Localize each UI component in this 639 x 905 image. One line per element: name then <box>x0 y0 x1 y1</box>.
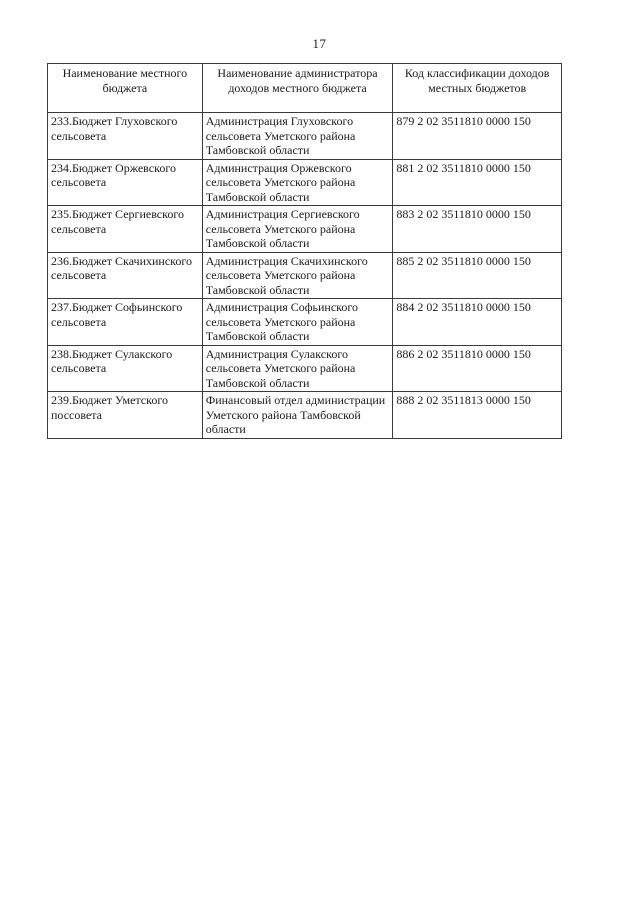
budget-name-cell: 234.Бюджет Оржевского сельсовета <box>48 159 203 206</box>
code-cell: 879 2 02 3511810 0000 150 <box>393 113 562 160</box>
code-cell: 881 2 02 3511810 0000 150 <box>393 159 562 206</box>
budget-name-cell: 233.Бюджет Глуховского сельсовета <box>48 113 203 160</box>
administrator-cell: Администрация Сергиевского сельсовета Уметского района Тамбовской области <box>202 206 393 253</box>
table-row <box>48 299 562 346</box>
table-row <box>48 113 562 160</box>
code-cell: 888 2 02 3511813 0000 150 <box>393 392 562 439</box>
code-cell: 884 2 02 3511810 0000 150 <box>393 299 562 346</box>
table-row <box>48 206 562 253</box>
table-row <box>48 159 562 206</box>
table-row <box>48 252 562 299</box>
budget-name-cell: 237.Бюджет Софьинского сельсовета <box>48 299 203 346</box>
table-header-row <box>48 64 562 113</box>
code-cell: 883 2 02 3511810 0000 150 <box>393 206 562 253</box>
table-row <box>48 345 562 392</box>
administrator-cell: Финансовый отдел администрации Уметского района Тамбовской области <box>202 392 393 439</box>
budget-name-cell: 239.Бюджет Уметского поссовета <box>48 392 203 439</box>
code-cell: 885 2 02 3511810 0000 150 <box>393 252 562 299</box>
administrator-cell: Администрация Софьинского сельсовета Уметского района Тамбовской области <box>202 299 393 346</box>
code-cell: 886 2 02 3511810 0000 150 <box>393 345 562 392</box>
header-administrator: Наименование администратора доходов местного бюджета <box>202 64 393 113</box>
budget-name-cell: 236.Бюджет Скачихинского сельсовета <box>48 252 203 299</box>
budget-name-cell: 238.Бюджет Сулакского сельсовета <box>48 345 203 392</box>
administrator-cell: Администрация Сулакского сельсовета Уметского района Тамбовской области <box>202 345 393 392</box>
administrator-cell: Администрация Оржевского сельсовета Уметского района Тамбовской области <box>202 159 393 206</box>
administrator-cell: Администрация Глуховского сельсовета Уметского района Тамбовской области <box>202 113 393 160</box>
header-classification-code: Код классификации доходов местных бюджетов <box>393 64 562 113</box>
budget-revenue-table <box>47 63 562 439</box>
administrator-cell: Администрация Скачихинского сельсовета Уметского района Тамбовской области <box>202 252 393 299</box>
budget-name-cell: 235.Бюджет Сергиевского сельсовета <box>48 206 203 253</box>
table-row <box>48 392 562 439</box>
header-budget-name: Наименование местного бюджета <box>48 64 203 113</box>
page-number: 17 <box>312 36 327 51</box>
